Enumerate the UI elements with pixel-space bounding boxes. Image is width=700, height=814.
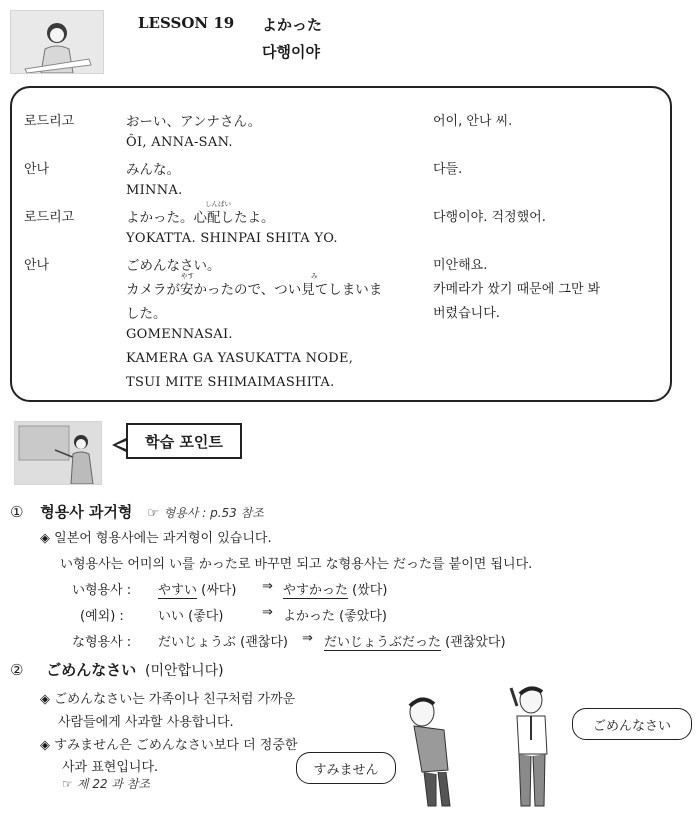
explanation-line: 사람들에게 사과할 사용합니다. [58, 715, 234, 730]
dialog-kr: 다들. [433, 162, 463, 177]
furigana: やす [181, 272, 194, 280]
learning-points-badge: 학습 포인트 [126, 423, 242, 459]
bowing-man-illustration [392, 690, 472, 810]
example-label: (예외) : [80, 609, 124, 624]
explanation-line: ◈ 일본어 형용사에는 과거형이 있습니다. [40, 531, 272, 546]
speech-bubble-sumimasen: すみません [296, 752, 396, 784]
section-heading-2: ② ごめんなさい (미안합니다) [10, 661, 224, 679]
dialog-kr: 다행이야. 걱정했어. [433, 210, 546, 225]
example-past: だいじょうぶだった (괜찮았다) [324, 635, 506, 650]
dialog-jp: カメラが安かったので、つい見てしまいま やす み [126, 272, 383, 298]
apologizing-man-illustration [497, 684, 567, 810]
arrow-icon: ⇒ [302, 631, 313, 646]
explanation-line: ◈ すみません은 ごめんなさい보다 더 정중한 [40, 738, 298, 753]
dialog-kr: 어이, 안나 씨. [433, 114, 513, 129]
dialog-jp: みんな。 [126, 162, 180, 178]
explanation-line: い형용사는 어미의 い를 かった로 바꾸면 되고 な형용사는 だった를 붙이면 됩니다. [60, 557, 533, 572]
example-base: だいじょうぶ (괜찮다) [158, 635, 288, 650]
teacher-illustration [14, 421, 102, 485]
lesson-title-kr: 다행이야 [262, 43, 320, 61]
dialog-kr: 카메라가 쌌기 때문에 그만 봐 [433, 282, 601, 297]
dialog-jp: ごめんなさい。 [126, 258, 221, 274]
student-illustration [10, 10, 104, 74]
speech-bubble-gomennasai: ごめんなさい [572, 708, 692, 740]
dialog-romaji: YOKATTA. SHINPAI SHITA YO. [126, 231, 338, 246]
reference-note: 형용사 : p.53 참조 [163, 506, 264, 520]
example-past: よかった (좋았다) [283, 609, 387, 624]
arrow-icon: ⇒ [262, 579, 273, 594]
lesson-number: LESSON 19 [138, 14, 235, 32]
section-heading-1: ① 형용사 과거형 ☞ 형용사 : p.53 참조 [10, 503, 264, 521]
speaker-label: 안나 [24, 162, 50, 177]
explanation-line: 사과 표현입니다. [62, 760, 159, 775]
dialog-romaji: KAMERA GA YASUKATTA NODE, [126, 351, 354, 366]
dialog-jp: よかった。心配したよ。 しんぱい [126, 200, 275, 226]
pointing-hand-icon: ☞ [62, 777, 73, 791]
dialog-jp: した。 [126, 306, 167, 322]
speaker-label: 로드리고 [24, 114, 75, 129]
lesson-title-jp: よかった [262, 16, 323, 34]
example-label: な형용사 : [72, 635, 132, 650]
speaker-label: 안나 [24, 258, 50, 273]
reference-note: ☞ 제 22 과 참조 [62, 777, 150, 791]
dialog-romaji: TSUI MITE SHIMAIMASHITA. [126, 375, 335, 390]
arrow-icon: ⇒ [262, 605, 273, 620]
furigana: しんぱい [205, 200, 231, 208]
explanation-line: ◈ ごめんなさい는 가족이나 친구처럼 가까운 [40, 692, 296, 707]
dialog-kr: 버렸습니다. [433, 306, 500, 321]
badge-tail-inner [116, 441, 126, 449]
speaker-label: 로드리고 [24, 210, 75, 225]
example-past: やすかった (쌌다) [283, 583, 388, 598]
furigana: み [311, 272, 318, 280]
dialog-kr: 미안해요. [433, 258, 488, 273]
example-label: い형용사 : [72, 583, 132, 598]
dialog-jp: おーい、アンナさん。 [126, 114, 262, 130]
dialog-romaji: ÔI, ANNA-SAN. [126, 135, 233, 150]
example-base: いい (좋다) [158, 609, 224, 624]
dialog-romaji: MINNA. [126, 183, 183, 198]
dialog-romaji: GOMENNASAI. [126, 327, 233, 342]
example-base: やすい (싸다) [158, 583, 237, 598]
pointing-hand-icon: ☞ [147, 506, 159, 521]
